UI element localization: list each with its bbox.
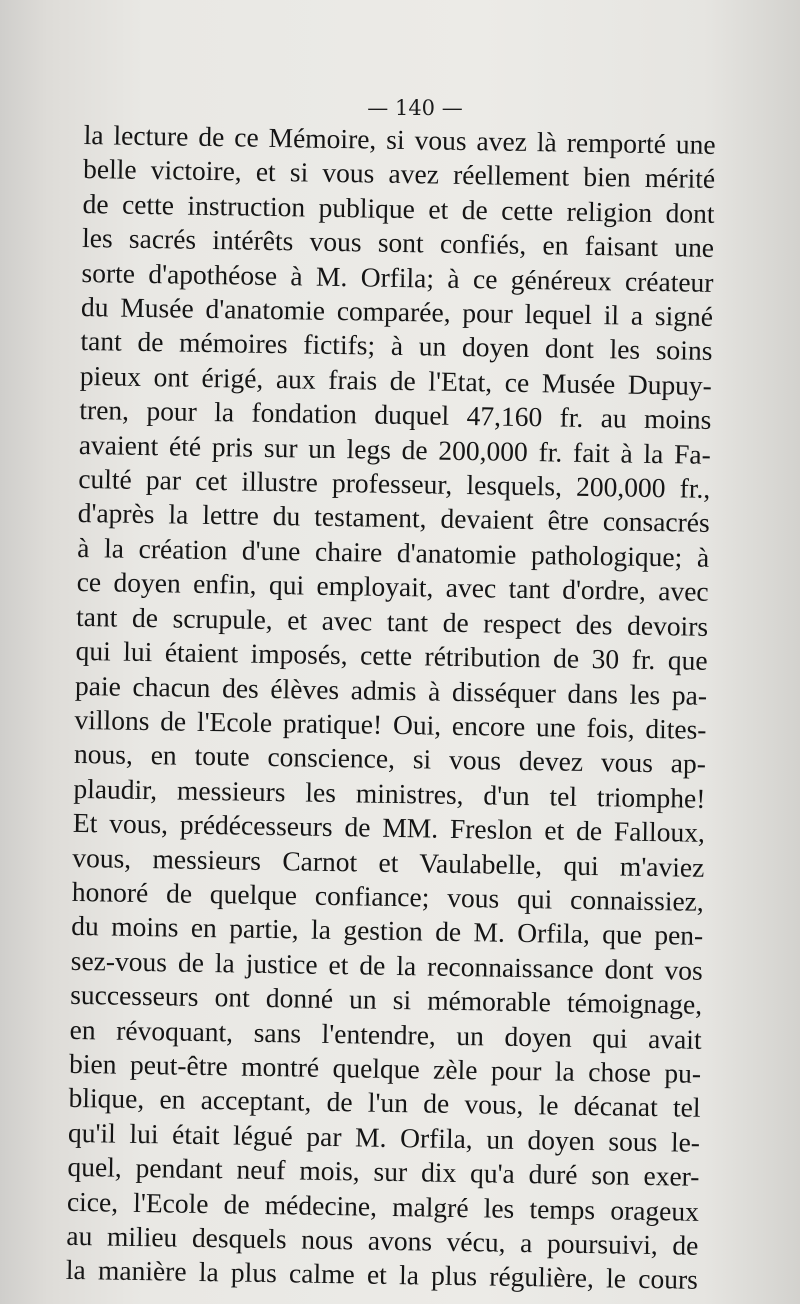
text-line: tren, pour la fondation duquel 47,160 fr. au moins (79, 394, 712, 436)
text-line: avaient été pris sur un legs de 200,000 fr. fait à la Fa- (78, 428, 712, 470)
text-line: sez-vous de la justice et de la reconnaissance dont vos (70, 944, 703, 986)
text-line: tant de scrupule, et avec tant de respect des devoirs (75, 600, 709, 642)
text-line: qui lui étaient imposés, cette rétribution de 30 fr. que (75, 635, 708, 676)
text-line: bien peut-être montré quelque zèle pour la chose pu- (68, 1047, 702, 1089)
text-line: la lecture de ce Mémoire, si vous avez là remporté une (83, 118, 716, 160)
text-line: vous, messieurs Carnot et Vaulabelle, qui m'aviez (72, 841, 705, 883)
text-line: pieux ont érigé, aux frais de l'Etat, ce Musée Dupuy- (79, 359, 713, 401)
text-line: la manière la plus calme et la plus régulière, le cours (65, 1254, 699, 1296)
text-line: quel, pendant neuf mois, sur dix qu'a duré son exer- (67, 1151, 700, 1192)
text-line: qu'il lui était légué par M. Orfila, un doyen sous le- (67, 1116, 701, 1158)
text-line: nous, en toute conscience, si vous devez vous ap- (73, 738, 707, 780)
text-line: au milieu desquels nous avons vécu, a poursuivi, de (66, 1219, 699, 1261)
text-line: cice, l'Ecole de médecine, malgré les temps orageux (66, 1185, 700, 1227)
text-line: plaudir, messieurs les ministres, d'un tel triomphe! (73, 772, 706, 814)
text-line: belle victoire, et si vous avez réellement bien mérité (82, 153, 716, 195)
text-line: villons de l'Ecole pratique! Oui, encore une fois, dites- (74, 703, 707, 745)
text-line: d'après la lettre du testament, devaient être consacrés (77, 497, 710, 539)
body-text (66, 118, 716, 1298)
text-line: paie chacun des élèves admis à disséquer dans les pa- (74, 669, 708, 711)
text-line: tant de mémoires fictifs; à un doyen dont les soins (80, 325, 713, 367)
text-line: de cette instruction publique et de cette religion dont (82, 187, 715, 229)
text-line: à la création d'une chaire d'anatomie pathologique; à (77, 531, 710, 573)
text-line: ce doyen enfin, qui employait, avec tant d'ordre, avec (76, 566, 709, 608)
text-line: Et vous, prédécesseurs de MM. Freslon et de Falloux, (72, 807, 706, 848)
text-line: en révoquant, sans l'entendre, un doyen qui avait (69, 1013, 702, 1055)
text-line: honoré de quelque confiance; vous qui connaissiez, (71, 875, 705, 917)
text-line: culté par cet illustre professeur, lesquels, 200,000 fr., (78, 463, 711, 504)
text-line: sorte d'apothéose à M. Orfila; à ce généreux créateur (81, 256, 714, 298)
text-line: les sacrés intérêts vous sont confiés, en faisant une (81, 222, 715, 264)
text-line: du moins en partie, la gestion de M. Orfila, que pen- (71, 910, 704, 952)
text-line: successeurs ont donné un si mémorable témoignage, (69, 979, 703, 1020)
page-number: — 140 — (367, 96, 463, 120)
text-line: blique, en acceptant, de l'un de vous, le décanat tel (68, 1082, 701, 1124)
text-line: du Musée d'anatomie comparée, pour lequel il a signé (80, 291, 714, 332)
